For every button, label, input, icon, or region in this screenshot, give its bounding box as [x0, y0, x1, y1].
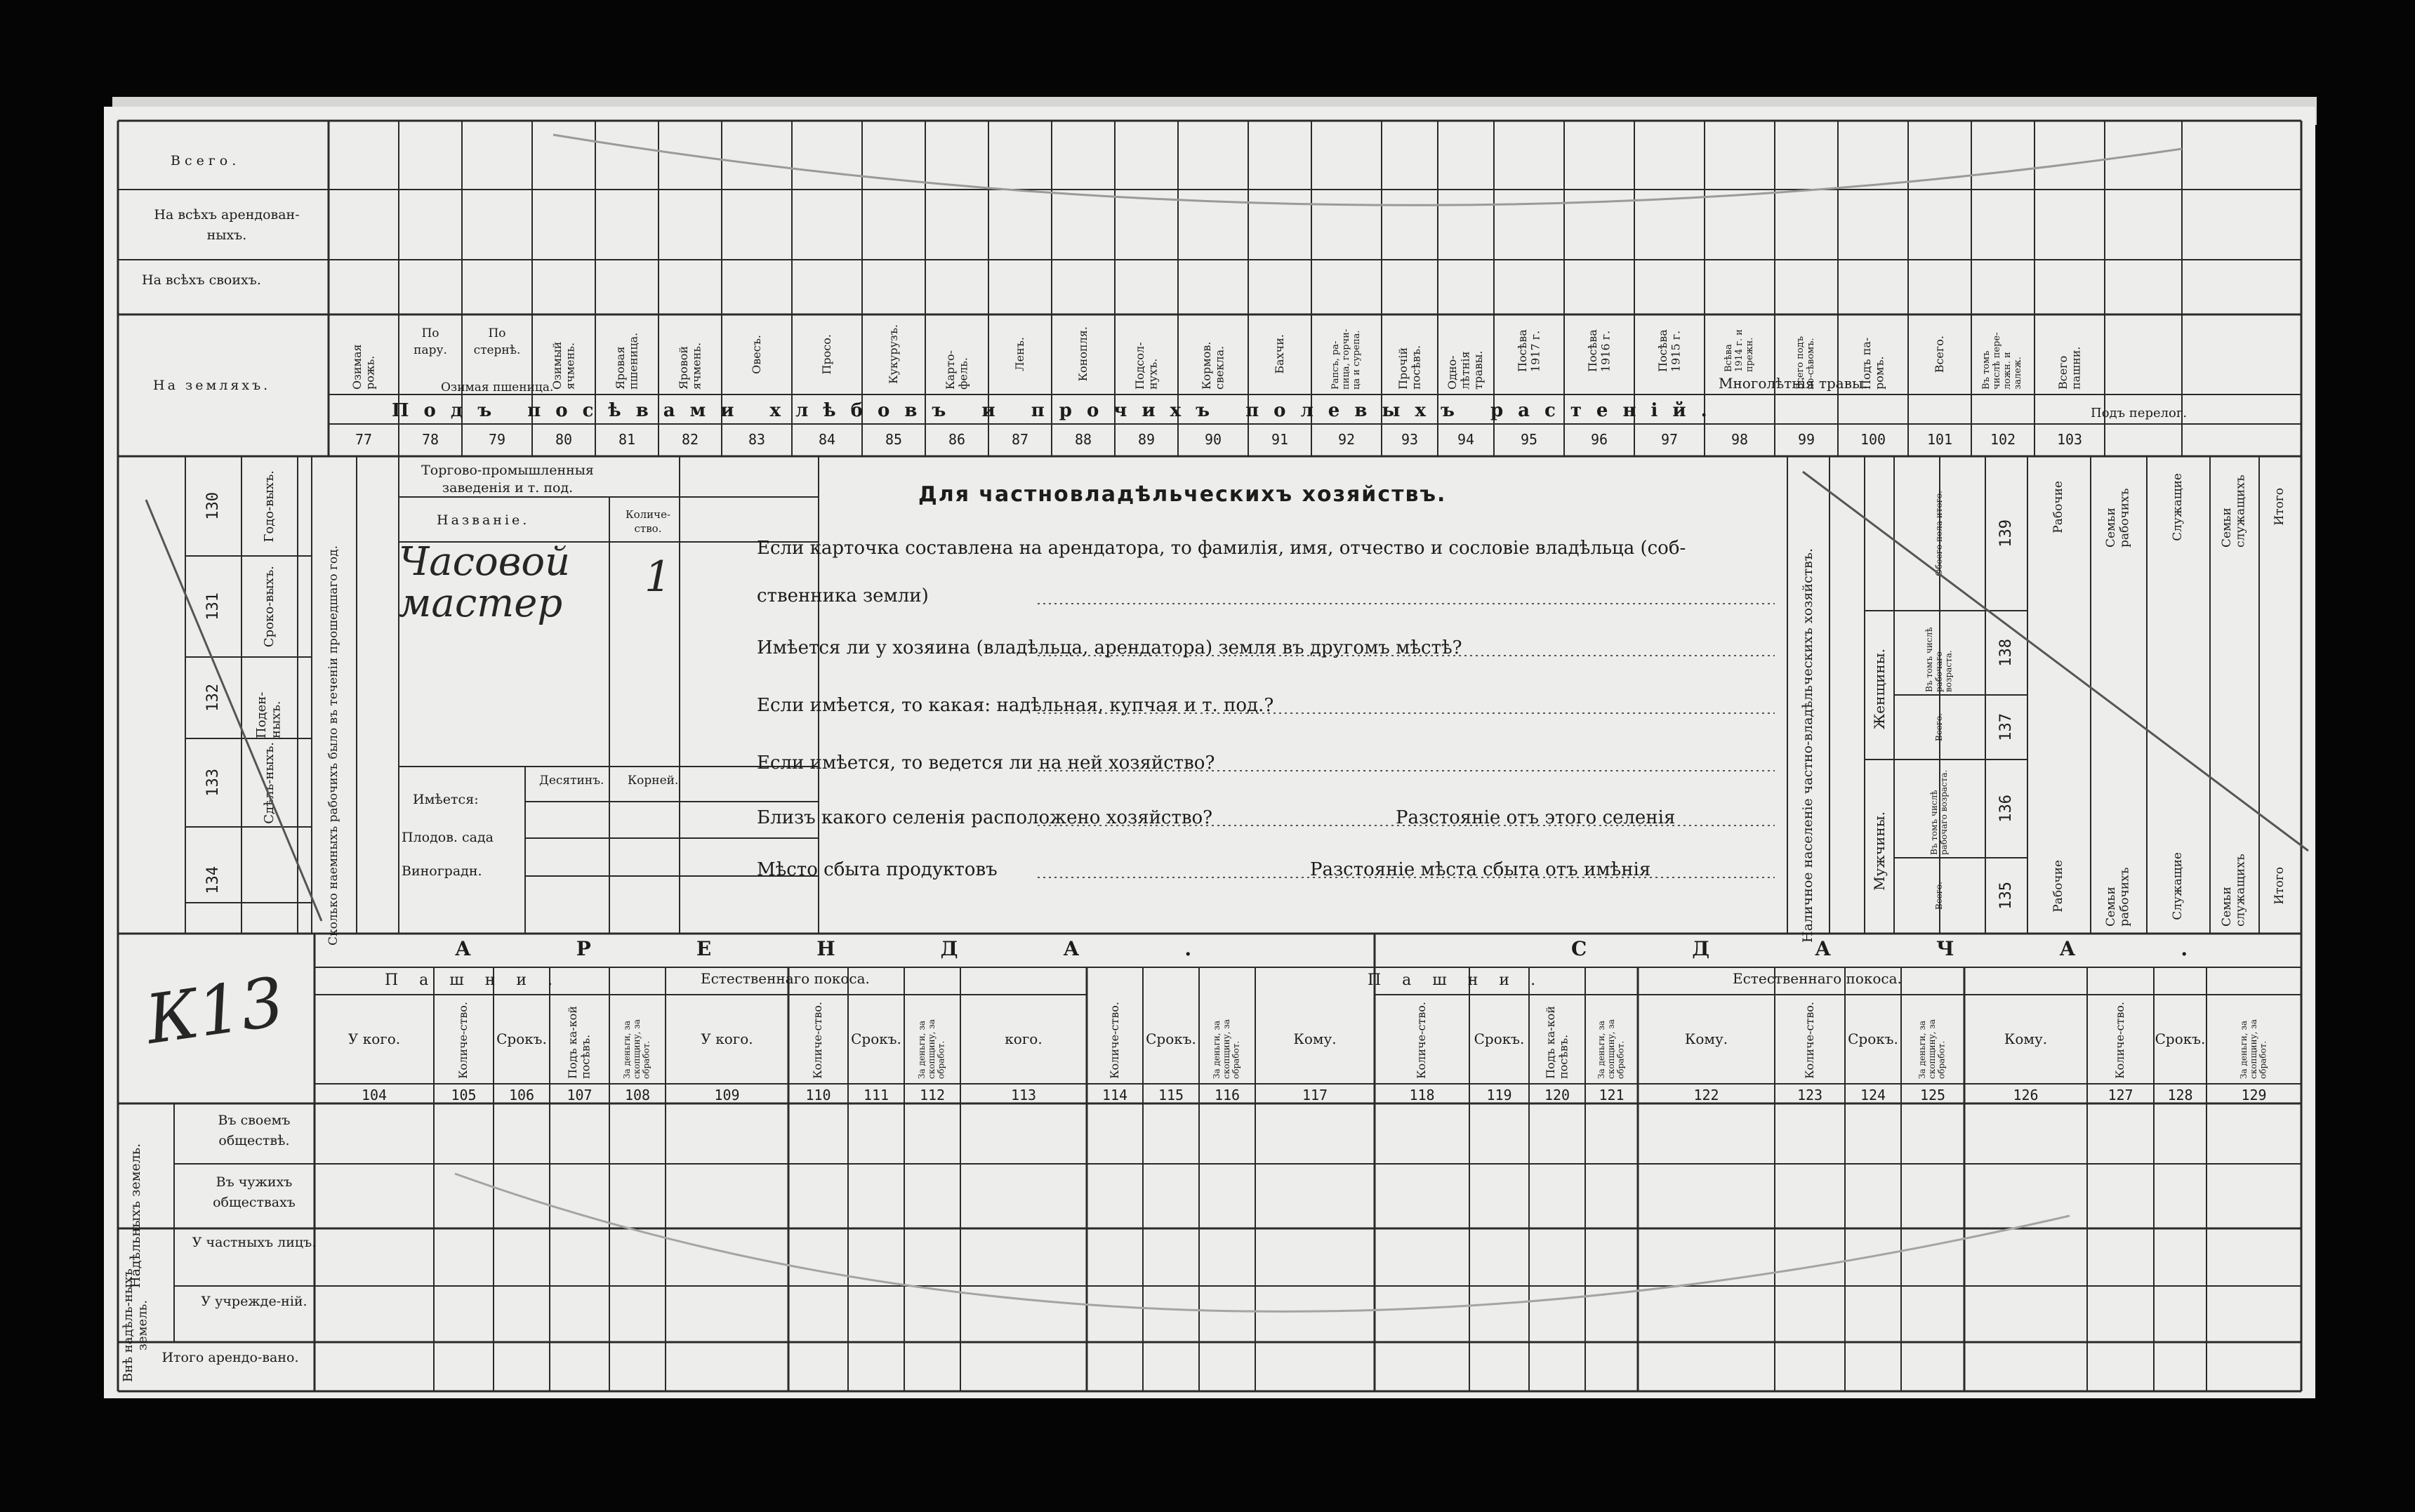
crop-header-box	[1311, 317, 1382, 391]
bottom-col-header-box	[2087, 1000, 2154, 1081]
bottom-col-number: 127	[2108, 1087, 2133, 1103]
bottom-col-header: кого.	[1005, 1030, 1043, 1047]
bottom-col-header: За деньги, за скопщину, за обработ.	[917, 1019, 946, 1079]
bottom-col-header: Срокъ.	[1848, 1030, 1898, 1047]
pop-col-label-box	[1894, 695, 1985, 760]
bottom-col-header: Кому.	[2004, 1030, 2048, 1047]
trade-name-label: Названіе.	[437, 512, 530, 528]
pop-col-label-box	[1894, 858, 1985, 934]
crop-header-box	[1634, 317, 1705, 373]
pop-col-label: Всего.	[1934, 882, 1945, 910]
bottom-col-number: 105	[451, 1087, 477, 1103]
crop-header-text: Всѣва 1914 г. и прежн.	[1723, 329, 1755, 372]
crop-header: По стернѣ.	[473, 326, 521, 357]
bottom-col-number: 107	[567, 1087, 593, 1103]
right-header-bottom	[2210, 844, 2259, 928]
top-column-number: 89	[1137, 431, 1156, 448]
crop-header-box	[1438, 317, 1494, 391]
crop-header-text: Карто-фель.	[943, 350, 970, 390]
bottom-col-number: 104	[361, 1087, 388, 1103]
top-column-number: 91	[1271, 431, 1289, 448]
pop-col-number: 135	[1997, 882, 2016, 910]
bottom-col-number: 122	[1693, 1087, 1719, 1103]
top-column-number: 90	[1204, 431, 1222, 448]
row-label-vsego: Всего.	[171, 153, 241, 168]
arenda-pokos-label: Естественнаго покоса.	[701, 970, 870, 987]
pop-col-number: 137	[1997, 713, 2016, 741]
right-header-text: Итого	[2272, 488, 2287, 526]
bottom-col-number: 108	[624, 1087, 651, 1103]
crop-header-text: Яровая пшеница.	[613, 332, 640, 390]
bottom-col-header-box	[1199, 1000, 1255, 1081]
bottom-col-number: 126	[2013, 1087, 2039, 1103]
bottom-col-header: У кого.	[348, 1030, 401, 1047]
bottom-col-number: 120	[1544, 1087, 1570, 1103]
hired-col-label-box	[242, 456, 298, 556]
bottom-col-number: 121	[1599, 1087, 1625, 1103]
trade-qty-label: Количе-ство.	[625, 508, 671, 535]
handwritten-trade-name: Часовой мастер	[399, 539, 571, 626]
hired-col-label-box	[242, 556, 298, 657]
bottom-col-number: 117	[1302, 1087, 1328, 1103]
hired-workers-label: Сколько наемныхъ рабочихъ было въ теченіи прошедшаго год.	[326, 545, 341, 946]
crop-header-box	[595, 317, 659, 391]
private-title: Для частновладѣльческихъ хозяйствъ.	[918, 482, 1447, 507]
hired-workers-label-box	[312, 458, 357, 1033]
top-column-number: 78	[421, 431, 439, 448]
hired-col-label: Сдѣль-ныхъ.	[261, 741, 277, 824]
hired-col-number: 132	[204, 684, 223, 712]
top-column-number: 99	[1797, 431, 1815, 448]
imeetsya-label: Имѣется:	[413, 792, 479, 807]
private-line-2: ственника земли)	[757, 585, 929, 606]
bottom-col-header-box	[550, 1000, 609, 1081]
hired-col-label-box	[242, 657, 298, 738]
crop-header-box	[792, 317, 862, 391]
hired-col-number-box	[185, 738, 242, 827]
bottom-col-number: 116	[1214, 1087, 1240, 1103]
bottom-col-header-box	[1375, 1000, 1469, 1081]
arenda-label: АРЕНДА.	[455, 937, 1297, 960]
private-line-6: Близъ какого селенія расположено хозяйство?	[757, 807, 1213, 828]
row-chuzhikh-obshchestvakh: Въ чужихъ обществахъ	[213, 1174, 296, 1210]
bottom-col-header: Количе-ство.	[1415, 1002, 1429, 1079]
bottom-col-header: Срокъ.	[851, 1030, 901, 1047]
crop-header-text: Одно-лѣтнія травы.	[1445, 350, 1486, 390]
private-line-9: Разстояніе мѣста сбыта отъ имѣнія	[1310, 859, 1651, 880]
row-svoem-obshchestve: Въ своемъ обществѣ.	[218, 1113, 291, 1148]
hired-col-label: Поден-ныхъ.	[254, 691, 284, 738]
hired-col-label-box	[242, 738, 298, 827]
crop-header-text: Озимая рожь.	[350, 343, 376, 390]
hired-col-number-box	[185, 456, 242, 556]
bottom-col-number: 125	[1919, 1087, 1946, 1103]
crop-header-text: Ленъ.	[1012, 337, 1026, 371]
bottom-col-header: Кому.	[1293, 1030, 1337, 1047]
crop-header-box	[1705, 317, 1775, 373]
bottom-col-header: Количе-ство.	[456, 1002, 470, 1079]
right-header-top	[2027, 465, 2091, 549]
bottom-col-header: За деньги, за скопщину, за обработ.	[1596, 1019, 1626, 1079]
pop-col-label-box	[1894, 760, 1985, 858]
row-itogo-arendovano: Итого арендо-вано.	[161, 1350, 299, 1365]
bottom-col-header: Срокъ.	[1146, 1030, 1196, 1047]
top-column-number: 95	[1520, 431, 1538, 448]
top-column-number: 85	[885, 431, 903, 448]
crop-header-text: Бахчи.	[1272, 334, 1286, 374]
row-chastnykh-lits: У частныхъ лицъ.	[192, 1235, 317, 1250]
top-column-number: 101	[1926, 431, 1953, 448]
right-header-bottom	[2091, 844, 2147, 928]
private-line-7: Разстояніе отъ этого селенія	[1396, 807, 1676, 828]
bottom-col-header-box	[1585, 1000, 1638, 1081]
handwritten-trade-qty: 1	[644, 552, 672, 602]
crop-header-text: Рапсъ, ра-пица, горчи-ца и сурепа.	[1330, 329, 1362, 390]
crop-header-box	[1971, 317, 2034, 391]
group-ozimaya-pshenitsa: Озимая пшеница.	[441, 380, 554, 394]
crop-header-box	[2034, 317, 2105, 391]
handwritten-code: К13	[141, 962, 289, 1060]
top-column-number: 79	[488, 431, 506, 448]
bottom-col-number: 128	[2167, 1087, 2193, 1103]
right-header-top	[2210, 465, 2259, 549]
top-column-number: 98	[1731, 431, 1749, 448]
women-label-box	[1865, 619, 1894, 760]
pop-col-label-box	[1894, 611, 1985, 695]
hired-col-number: 131	[204, 592, 223, 621]
private-line-8: Мѣсто сбыта продуктовъ	[757, 859, 998, 880]
crop-header-box	[1908, 317, 1971, 391]
right-header-bottom	[2259, 844, 2301, 928]
crop-header: По пару.	[413, 326, 447, 357]
bottom-col-header-box	[609, 1000, 666, 1081]
right-header-text: Семьи служащихъ	[2220, 475, 2248, 548]
hired-col-label: Сроко-выхъ.	[261, 565, 277, 648]
bottom-col-number: 118	[1409, 1087, 1435, 1103]
right-header-top	[2147, 465, 2210, 549]
pop-col-number: 139	[1997, 519, 2016, 548]
korney-label: Корней.	[628, 774, 679, 788]
top-column-number: 97	[1660, 431, 1679, 448]
crop-header-box	[1382, 317, 1438, 391]
bottom-col-number: 114	[1101, 1087, 1128, 1103]
row-label-svoikh: На всѣхъ своихъ.	[142, 272, 261, 288]
crop-header-box	[659, 317, 722, 391]
row-label-arendovannykh: На всѣхъ арендован- ныхъ.	[154, 207, 300, 243]
crop-header-box	[1564, 317, 1634, 373]
women-label: Женщины.	[1870, 649, 1888, 730]
crop-header-text: Просо.	[819, 333, 833, 375]
hired-col-number: 133	[204, 769, 223, 797]
bottom-col-number: 110	[805, 1087, 831, 1103]
bottom-col-number: 119	[1486, 1087, 1512, 1103]
bottom-col-header: Кому.	[1684, 1030, 1728, 1047]
hired-col-number-box	[185, 657, 242, 738]
pop-col-number-box	[1985, 611, 2027, 695]
bottom-col-header-box	[1901, 1000, 1964, 1081]
crop-header-text: Всего пашни.	[2056, 346, 2082, 390]
top-column-number: 102	[1990, 431, 2016, 448]
pop-col-number-box	[1985, 858, 2027, 934]
men-label-box	[1865, 767, 1894, 935]
right-header-text: Итого	[2272, 867, 2287, 905]
bottom-col-header-box	[1529, 1000, 1585, 1081]
orchard-label: Плодов. сада	[402, 830, 494, 845]
right-header-bottom	[2027, 844, 2091, 928]
top-column-number: 92	[1337, 431, 1356, 448]
sdacha-pashni-label: Пашни.	[1368, 971, 1557, 989]
crop-header-box	[1248, 317, 1311, 391]
group-mnogoletnie: Многолѣтнія травы.	[1719, 375, 1868, 392]
bottom-col-header: Количе-ство.	[1107, 1002, 1121, 1079]
census-card	[104, 107, 2315, 1398]
desyatin-label: Десятинъ.	[539, 774, 604, 788]
top-column-number: 80	[555, 431, 573, 448]
crop-header-text: Подъ па-ромъ.	[1859, 337, 1886, 390]
right-header-text: Семьи рабочихъ	[2104, 488, 2132, 548]
hired-col-number-box	[185, 827, 242, 934]
top-column-number: 93	[1401, 431, 1419, 448]
right-header-bottom	[2147, 844, 2210, 928]
bottom-col-number: 106	[508, 1087, 535, 1103]
right-header-top	[2091, 465, 2147, 549]
pop-col-label: Въ томъ числѣ рабочаго возраста.	[1924, 627, 1954, 692]
bottom-col-header-box	[788, 1000, 848, 1081]
crop-header-box	[988, 317, 1052, 391]
top-column-number: 100	[1860, 431, 1886, 448]
crop-header-text: Всего подъ по-сѣвомъ.	[1795, 336, 1816, 390]
trade-header: Торгово-промышленныя заведенія и т. под.	[421, 463, 594, 496]
bottom-col-header: У кого.	[701, 1030, 753, 1047]
sdacha-label: СДАЧА.	[1571, 937, 2294, 960]
pop-col-number-box	[1985, 695, 2027, 760]
crop-header-box	[329, 317, 399, 391]
bottom-col-header-box	[434, 1000, 494, 1081]
men-label: Мужчины.	[1870, 811, 1888, 891]
top-column-number: 103	[2056, 431, 2083, 448]
bottom-col-header-box	[1087, 1000, 1143, 1081]
right-header-text: Рабочие	[2051, 859, 2066, 913]
bottom-col-header: Срокъ.	[496, 1030, 547, 1047]
pop-col-number-box	[1985, 456, 2027, 611]
crop-header-box	[862, 317, 925, 391]
bottom-col-number: 113	[1010, 1087, 1037, 1103]
crop-header-box	[1052, 317, 1115, 391]
pop-col-label: Обоего пола итого.	[1934, 491, 1945, 576]
private-line-4: Если имѣется, то какая: надѣльная, купчая и т. под.?	[757, 695, 1274, 716]
crop-header-text: Посѣва 1916 г.	[1585, 329, 1612, 372]
top-column-number: 83	[748, 431, 766, 448]
population-label: Наличное населеніе частно-владѣльческихъ хозяйствъ.	[1800, 548, 1816, 943]
crop-header-box	[1494, 317, 1564, 373]
top-column-number: 88	[1074, 431, 1092, 448]
bottom-col-header: Подъ ка-кой посѣвъ.	[566, 1006, 593, 1079]
right-header-text: Служащие	[2171, 472, 2185, 541]
crop-header-box	[1178, 317, 1248, 391]
banner-pod-posevami: Подъ посѣвами хлѣбовъ и прочихъ полевыхъ растеній.	[392, 400, 1722, 421]
pop-col-number: 136	[1997, 795, 2016, 823]
crop-header-box	[925, 317, 988, 391]
crop-header-box	[722, 317, 792, 391]
private-line-3: Имѣется ли у хозяина (владѣльца, арендатора) земля въ другомъ мѣстѣ?	[757, 637, 1462, 658]
bottom-col-header-box	[2206, 1000, 2301, 1081]
top-column-number: 77	[355, 431, 373, 448]
bottom-col-header: Срокъ.	[1474, 1030, 1525, 1047]
top-column-number: 82	[681, 431, 699, 448]
right-header-text: Служащие	[2171, 851, 2185, 920]
top-column-number: 81	[618, 431, 636, 448]
crop-header-text: Озимый ячмень.	[550, 341, 576, 390]
nadel-label: Надѣльныхъ земель.	[128, 1143, 144, 1289]
bottom-col-header: Количе-ство.	[1802, 1002, 1816, 1079]
hired-col-label: Годо-выхъ.	[261, 470, 277, 543]
bottom-col-header: За деньги, за скопщину, за обработ.	[1212, 1019, 1241, 1079]
bottom-col-number: 112	[919, 1087, 946, 1103]
group-pod-perelog: Подъ перелог.	[2091, 406, 2188, 420]
crop-header-text: Всего.	[1932, 335, 1946, 373]
bottom-col-header: За деньги, за скопщину, за обработ.	[1917, 1019, 1947, 1079]
top-column-number: 87	[1011, 431, 1029, 448]
bottom-col-number: 124	[1860, 1087, 1886, 1103]
top-column-number: 94	[1457, 431, 1475, 448]
crop-header-text: Подсол-нухъ.	[1132, 341, 1159, 390]
pop-col-number-box	[1985, 760, 2027, 858]
bottom-col-header: Срокъ.	[2155, 1030, 2206, 1047]
arenda-pashni-label: Пашни.	[385, 971, 574, 989]
crop-header-text: Въ томъ числѣ пере-ложн. и залеж.	[1981, 331, 2023, 390]
pop-col-label-box	[1894, 456, 1985, 611]
bottom-col-number: 123	[1797, 1087, 1823, 1103]
bottom-col-header: Количе-ство.	[2113, 1002, 2127, 1079]
top-column-number: 96	[1590, 431, 1608, 448]
right-header-top	[2259, 465, 2301, 549]
sdacha-pokos-label: Естественнаго покоса.	[1733, 970, 1902, 987]
hired-col-number-box	[185, 556, 242, 657]
bottom-col-header: За деньги, за скопщину, за обработ.	[2238, 1019, 2268, 1079]
row-label-na-zemlyakh: На земляхъ.	[153, 378, 271, 393]
crop-header-text: Яровой ячмень.	[676, 342, 703, 390]
pop-col-label: Въ томъ числѣ рабочаго возраста.	[1929, 769, 1949, 855]
right-header-text: Семьи рабочихъ	[2104, 867, 2132, 927]
bottom-col-header: Подъ ка-кой посѣвъ.	[1543, 1006, 1570, 1079]
bottom-col-number: 129	[2241, 1087, 2267, 1103]
bottom-col-header: Количе-ство.	[811, 1002, 825, 1079]
crop-header-text: Овесъ.	[749, 334, 763, 374]
hired-col-number: 130	[204, 492, 223, 520]
crop-header-text: Кукурузъ.	[886, 324, 900, 384]
bottom-col-number: 109	[714, 1087, 740, 1103]
crop-header-text: Прочій посѣвъ.	[1396, 345, 1422, 390]
crop-header-text: Конопля.	[1076, 326, 1090, 382]
crop-header-text: Посѣва 1917 г.	[1515, 329, 1542, 372]
private-line-5: Если имѣется, то ведется ли на ней хозяйство?	[757, 752, 1215, 774]
row-uchrezhdeniy: У учрежде-ній.	[201, 1294, 307, 1309]
bottom-col-header-box	[904, 1000, 960, 1081]
vne-nadel-label: Внѣ надѣль-ныхъ земель.	[121, 1268, 150, 1382]
top-column-number: 86	[948, 431, 966, 448]
vne-nadel-label-box	[117, 1228, 156, 1398]
right-header-text: Рабочие	[2051, 480, 2066, 533]
right-header-text: Семьи служащихъ	[2220, 854, 2248, 927]
private-line-1: Если карточка составлена на арендатора, то фамилія, имя, отчество и сословіе владѣльца (соб-	[757, 538, 1686, 559]
hired-col-number: 134	[204, 866, 223, 894]
vineyard-label: Виноградн.	[402, 863, 482, 879]
pop-col-label: Всего.	[1934, 713, 1945, 741]
crop-header-text: Посѣва 1915 г.	[1655, 329, 1682, 372]
top-column-number: 84	[818, 431, 836, 448]
bottom-col-header: За деньги, за скопщину, за обработ.	[622, 1019, 651, 1079]
bottom-col-number: 111	[863, 1087, 889, 1103]
bottom-col-header-box	[1775, 1000, 1845, 1081]
pop-col-number: 138	[1997, 639, 2016, 667]
bottom-col-number: 115	[1158, 1087, 1184, 1103]
crop-header-text: Кормов. свекла.	[1199, 341, 1226, 390]
crop-header-box	[1115, 317, 1178, 391]
